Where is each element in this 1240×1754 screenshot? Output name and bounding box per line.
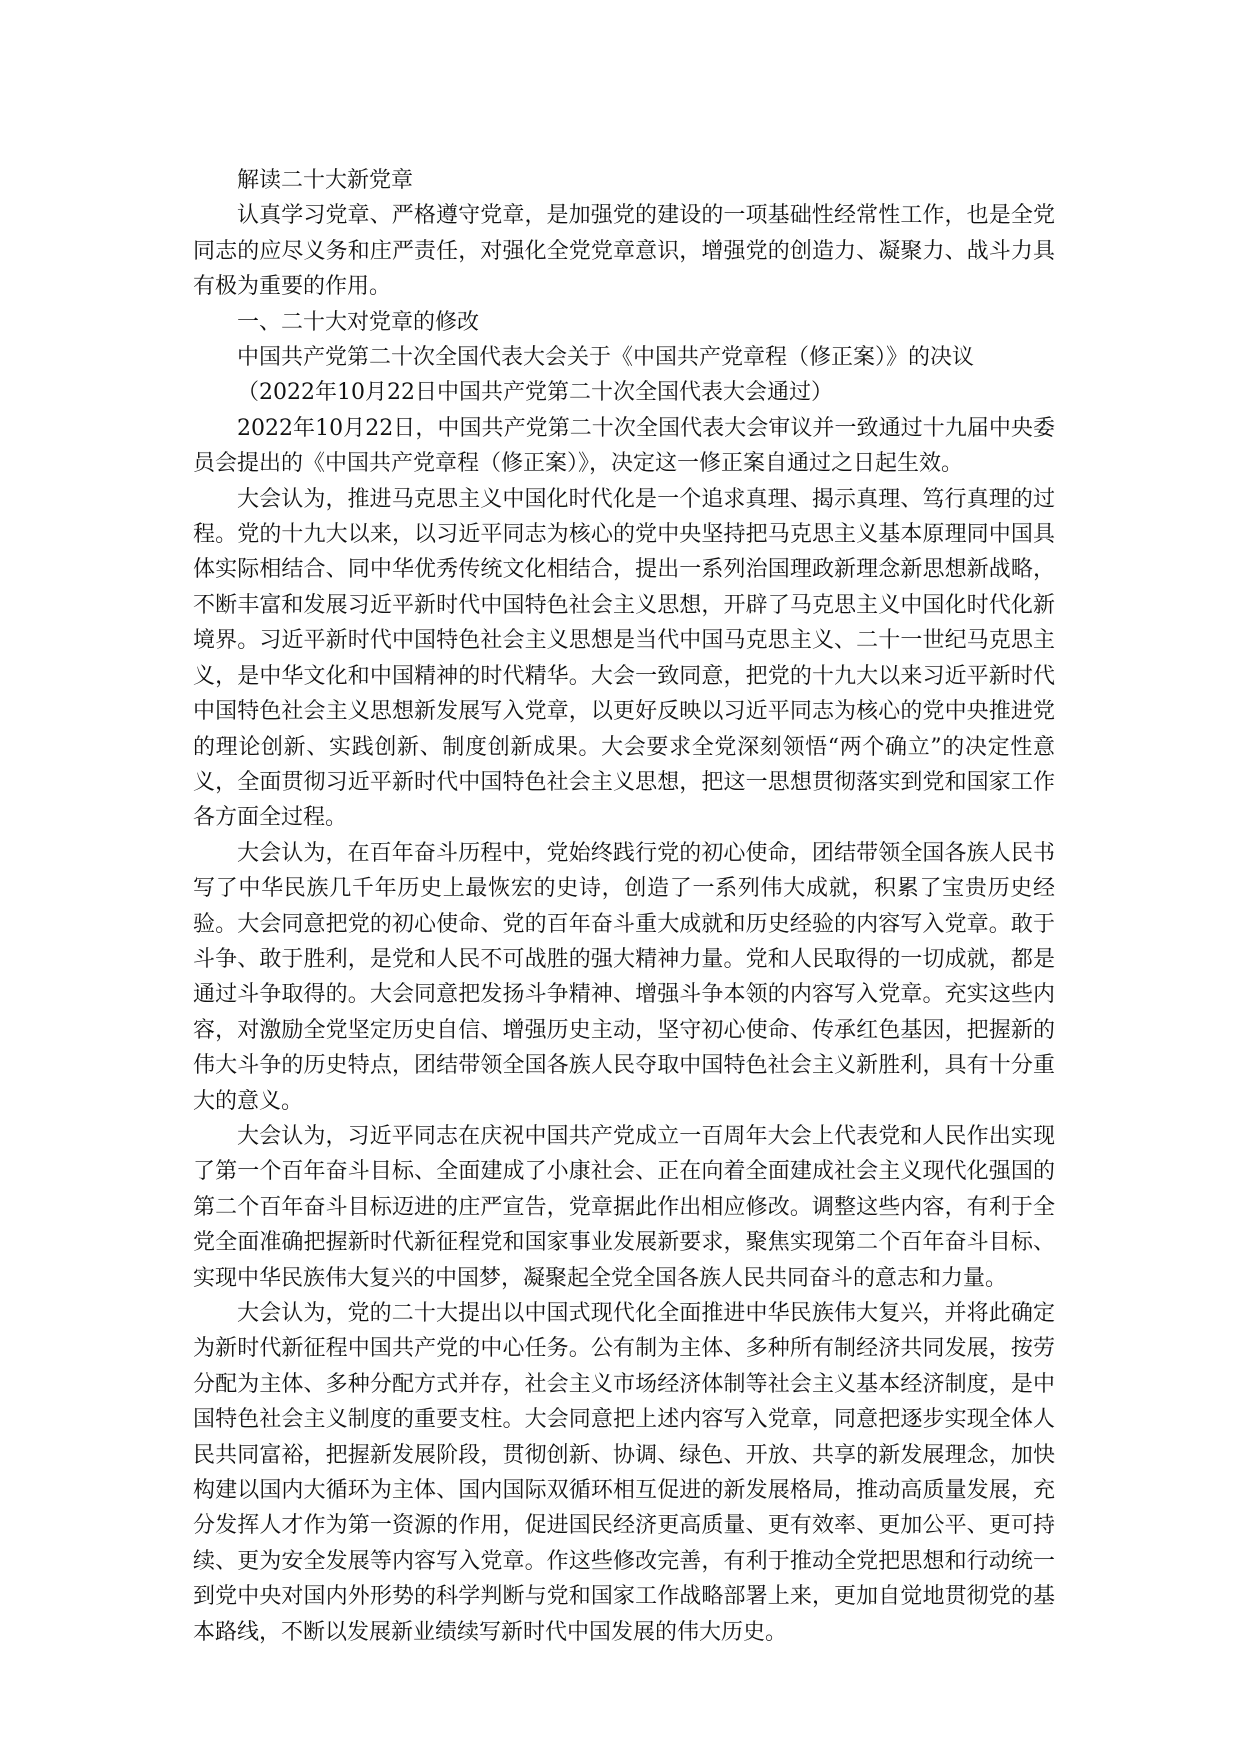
paragraph-intro: 认真学习党章、严格遵守党章，是加强党的建设的一项基础性经常性工作，也是全党同志的应尽义务和庄严责任，对强化全党党章意识，增强党的创造力、凝聚力、战斗力具有极为重要的作用。 bbox=[193, 203, 1055, 300]
paragraph: 大会认为，习近平同志在庆祝中国共产党成立一百周年大会上代表党和人民作出实现了第一个百年奋斗目标、全面建成了小康社会、正在向着全面建成社会主义现代化强国的第二个百年奋斗目标迈进的庄严宣告，党章据此作出相应修改。调整这些内容，有利于全党全面准确把握新时代新征程党和国家事业发展新要求，聚焦实现第二个百年奋斗目标、实现中华民族伟大复兴的中国梦，凝聚起全党全国各族人民共同奋斗的意志和力量。 bbox=[193, 1123, 1055, 1291]
section-heading: 一、二十大对党章的修改 bbox=[237, 309, 480, 335]
resolution-date: （2022年10月22日中国共产党第二十次全国代表大会通过） bbox=[237, 380, 833, 406]
document-title: 解读二十大新党章 bbox=[237, 168, 414, 193]
paragraph: 大会认为，推进马克思主义中国化时代化是一个追求真理、揭示真理、笃行真理的过程。党的十九大以来，以习近平同志为核心的党中央坚持把马克思主义基本原理同中国具体实际相结合、同中华优秀传统文化相结合，提出一系列治国理政新理念新思想新战略，不断丰富和发展习近平新时代中国特色社会主义思想，开辟了马克思主义中国化时代化新境界。习近平新时代中国特色社会主义思想是当代中国马克思主义、二十一世纪马克思主义，是中华文化和中国精神的时代精华。大会一致同意，把党的十九大以来习近平新时代中国特色社会主义思想新发展写入党章，以更好反映以习近平同志为核心的党中央推进党的理论创新、实践创新、制度创新成果。大会要求全党深刻领悟“两个确立”的决定性意义，全面贯彻习近平新时代中国特色社会主义思想，把这一思想贯彻落实到党和国家工作各方面全过程。 bbox=[193, 486, 1055, 831]
paragraph: 2022年10月22日，中国共产党第二十次全国代表大会审议并一致通过十九届中央委员会提出的《中国共产党章程（修正案）》，决定这一修正案自通过之日起生效。 bbox=[193, 415, 1055, 477]
paragraph: 大会认为，在百年奋斗历程中，党始终践行党的初心使命，团结带领全国各族人民书写了中华民族几千年历史上最恢宏的史诗，创造了一系列伟大成就，积累了宝贵历史经验。大会同意把党的初心使命、党的百年奋斗重大成就和历史经验的内容写入党章。敢于斗争、敢于胜利，是党和人民不可战胜的强大精神力量。党和人民取得的一切成就，都是通过斗争取得的。大会同意把发扬斗争精神、增强斗争本领的内容写入党章。充实这些内容，对激励全党坚定历史自信、增强历史主动，坚守初心使命、传承红色基因，把握新的伟大斗争的历史特点，团结带领全国各族人民夺取中国特色社会主义新胜利，具有十分重大的意义。 bbox=[193, 840, 1055, 1114]
resolution-title: 中国共产党第二十次全国代表大会关于《中国共产党章程（修正案）》的决议 bbox=[237, 345, 975, 371]
paragraph: 大会认为，党的二十大提出以中国式现代化全面推进中华民族伟大复兴，并将此确定为新时代新征程中国共产党的中心任务。公有制为主体、多种所有制经济共同发展，按劳分配为主体、多种分配方式并存，社会主义市场经济体制等社会主义基本经济制度，是中国特色社会主义制度的重要支柱。大会同意把上述内容写入党章，同意把逐步实现全体人民共同富裕，把握新发展阶段，贯彻创新、协调、绿色、开放、共享的新发展理念，加快构建以国内大循环为主体、国内国际双循环相互促进的新发展格局，推动高质量发展，充分发挥人才作为第一资源的作用，促进国民经济更高质量、更有效率、更加公平、更可持续、更为安全发展等内容写入党章。作这些修改完善，有利于推动全党把思想和行动统一到党中央对国内外形势的科学判断与党和国家工作战略部署上来，更加自觉地贯彻党的基本路线，不断以发展新业绩续写新时代中国发展的伟大历史。 bbox=[193, 1301, 1055, 1645]
document-body bbox=[193, 163, 1055, 1650]
